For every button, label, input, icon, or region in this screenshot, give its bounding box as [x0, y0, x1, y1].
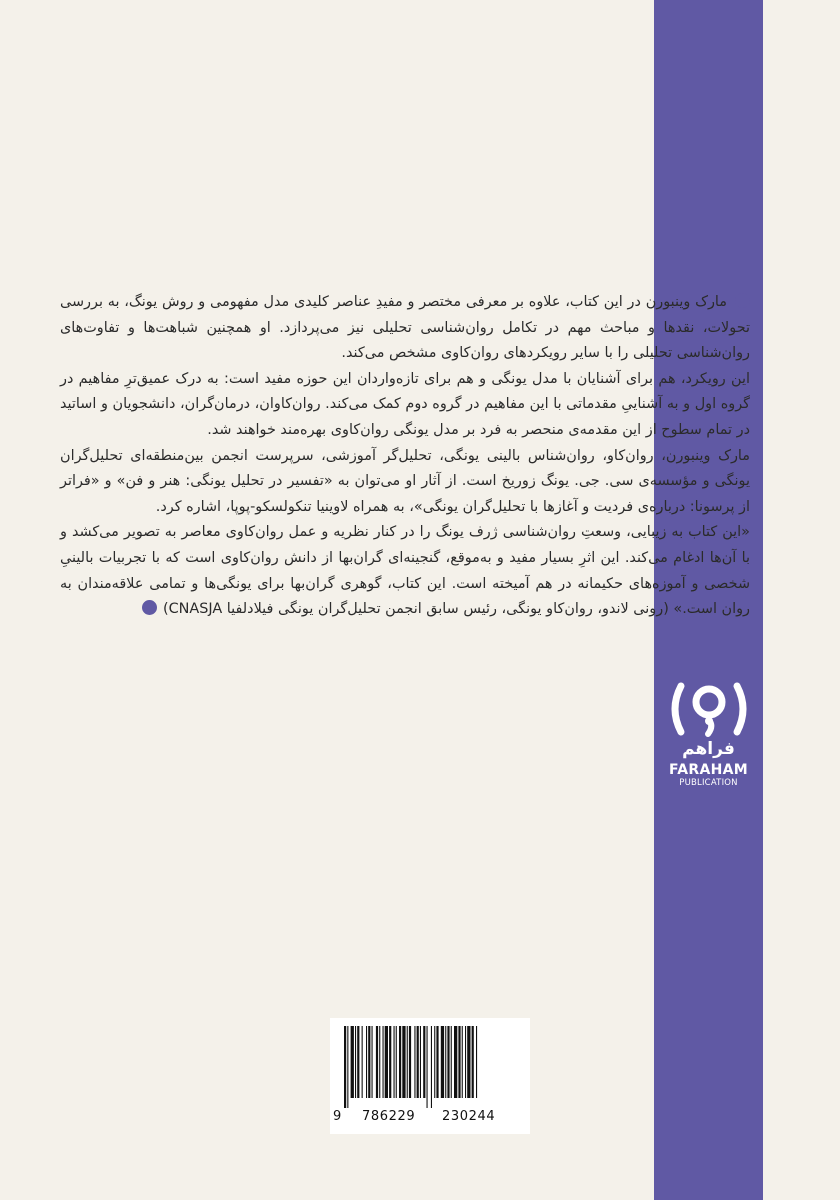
publisher-name-en: FARAHAM [669, 762, 748, 778]
blurb-paragraph-1 [60, 290, 750, 367]
bullet-end-icon [142, 600, 157, 615]
back-cover-blurb [60, 290, 750, 623]
bullet-start-icon [735, 293, 750, 308]
faraham-logo-icon [665, 680, 753, 738]
quote-attribution: (رونی لاندو، روان‌کاو یونگی، رئیس سابق انجمن تحلیل‌گران یونگی فیلادلفیا CNASJA) [162, 601, 669, 618]
publisher-tagline: PUBLICATION [679, 778, 738, 788]
isbn-barcode [330, 1018, 530, 1134]
paragraph-1-text: مارک وینبورن در این کتاب، علاوه بر معرفی مختصر و مفیدِ عناصر کلیدی مدل مفهومی و روش یونگ، به بررسی تحولات، نقدها و مباحث مهم در تکامل روان‌شناسی تحلیلی نیز می‌پردازد. او همچنین شباهت‌ها و تفاوت‌های روان‌شناسی تحلیلی را با سایر رویکردهای روان‌کاوی مشخص می‌کند. [60, 294, 750, 362]
blurb-paragraph-4 [60, 520, 750, 622]
publisher-name-fa: فراهم [682, 739, 735, 759]
barcode-digits-group1: 786229 [362, 1109, 416, 1124]
blurb-paragraph-2: این رویکرد، هم برای آشنایان با مدل یونگی و هم برای تازه‌واردان این حوزه مفید است: به درک عمیق‌ترِ مفاهیم در گروه اول و به آشناییِ مقدماتی با این مفاهیم در گروه دوم کمک می‌کند. روان‌کاوان، درمان‌گران، دانشجویان و اساتید در تمام سطوح از این مقدمه‌ی منحصر به فرد بر مدل یونگی روان‌کاوی بهره‌مند خواهند شد. [60, 370, 750, 438]
publisher-logo [654, 680, 763, 800]
barcode-digit-lead: 9 [333, 1109, 342, 1124]
quote-text: «این کتاب به زیبایی، وسعتِ روان‌شناسی ژرف یونگ را در کنار نظریه و عمل روان‌کاوی معاصر به تصویر می‌کشد و با آن‌ها ادغام می‌کند. این اثرِ بسیار مفید و به‌موقع، گنجینه‌ای گران‌بها از دانش روان‌کاوی است که با تجربیات بالینیِ شخصی و آموزه‌های حکیمانه در هم آمیخته است. این کتاب، گوهری گران‌بها برای یونگی‌ها و تمامی علاقه‌مندان به روان است.» [60, 524, 750, 618]
barcode-digits-group2: 230244 [442, 1109, 496, 1124]
barcode-icon [340, 1026, 520, 1108]
blurb-paragraph-3: مارک وینبورن، روان‌کاو، روان‌شناس بالینی یونگی، تحلیل‌گر آموزشی، سرپرست انجمن بین‌منطقه‌ای تحلیل‌گران یونگی و مؤسسه‌ی سی. جی. یونگ زوریخ است. از آثار او می‌توان به «تفسیر در تحلیل یونگی: هنر و فن» و «فراتر از پرسونا: درباره‌ی فردیت و آغازها با تحلیل‌گران یونگی»، به همراه لاوینیا تنکولسکو-پوپا، اشاره کرد. [60, 447, 750, 515]
